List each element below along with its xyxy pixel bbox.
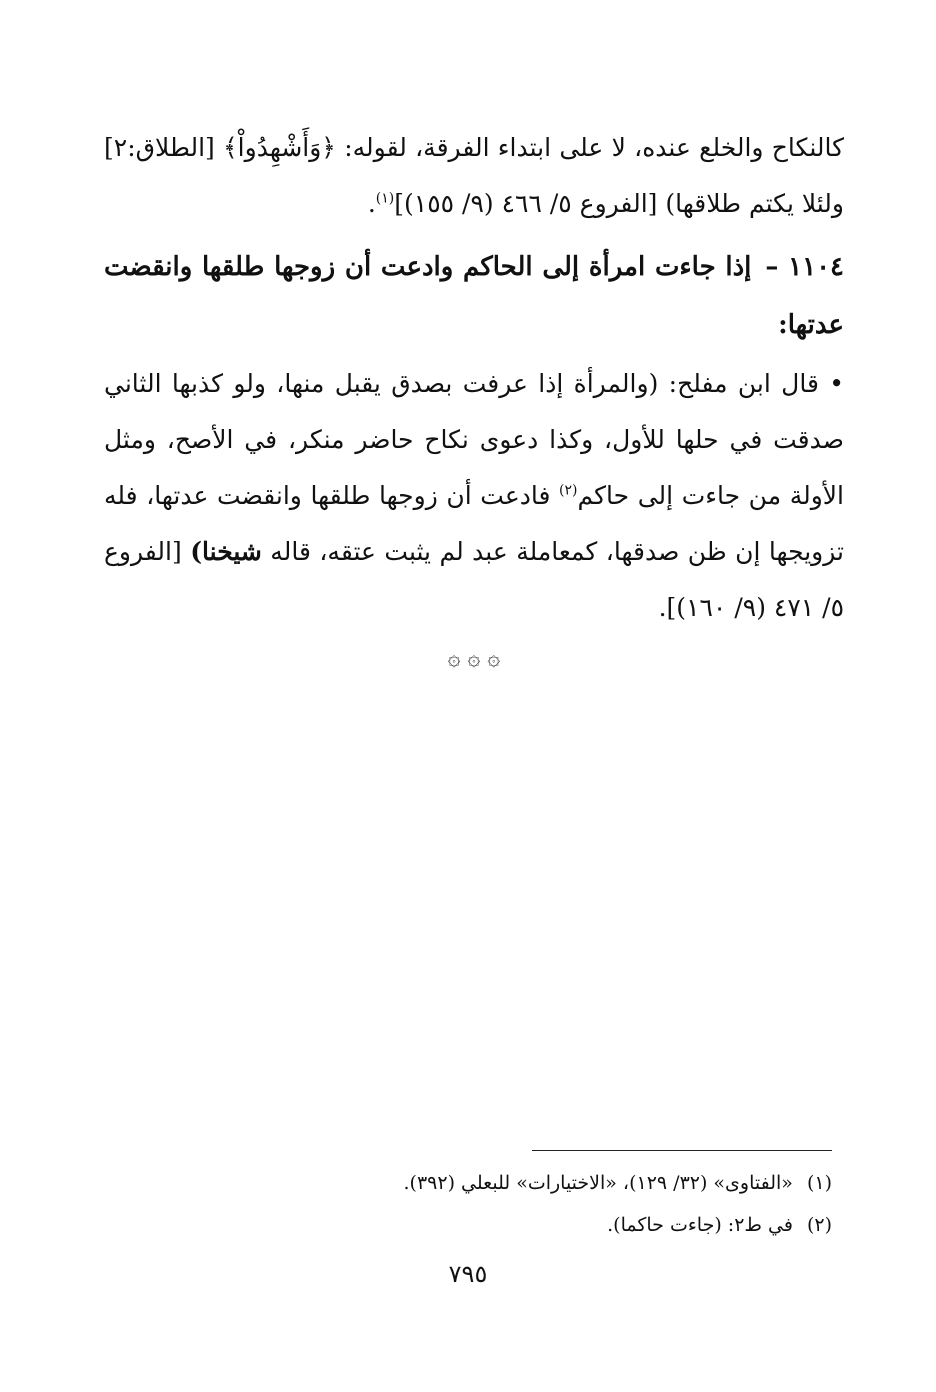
footnote-text: «الفتاوى» (٣٢/ ١٢٩)، «الاختيارات» للبعلي (٣٩٢). [403,1172,793,1194]
paragraph-main-part2: فادعت أن زوجها طلقها وانقضت عدتها، فله تزويجها إن ظن صدقها، كمعاملة عبد لم يثبت عتقه، قاله [104,481,844,566]
page-body [104,120,844,671]
paragraph-main-bold: شيخنا) [190,537,262,566]
footnote-1 [104,1162,832,1204]
paragraph-top-end: . [367,189,376,218]
footnote-2 [104,1204,832,1246]
section-title: إذا جاءت امرأة إلى الحاكم وادعت أن زوجها طلقها وانقضت عدتها: [104,252,844,340]
footnotes [104,1162,832,1246]
footnote-ref-1: (١) [375,190,395,207]
paragraph-main-part1: • قال ابن مفلح: (والمرأة إذا عرفت بصدق يقبل منها، ولو كذبها الثاني صدقت في حلها للأول، وكذا دعوى نكاح حاضر منكر، في الأصح، ومثل الأولة من جاءت إلى حاكم [104,369,844,510]
footnote-divider [532,1150,832,1151]
paragraph-main [104,356,844,636]
footnote-ref-2: (٢) [559,482,578,499]
paragraph-main-part3: [الفروع ٥/ ٤٧١ (٩/ ١٦٠)]. [104,537,844,622]
footnote-number: (١) [806,1172,832,1194]
footnote-number: (٢) [806,1214,832,1236]
section-separator: ۞ ۞ ۞ [447,646,501,671]
section-number: ١١٠٤ – [765,252,844,282]
footnote-text: في ط٢: (جاءت حاكما). [607,1214,793,1236]
paragraph-top-text: كالنكاح والخلع عنده، لا على ابتداء الفرقة، لقوله: ﴿وَأَشْهِدُواْ﴾ [الطلاق:٢] ولئلا يكتم طلاقها) [الفروع ٥/ ٤٦٦ (٩/ ١٥٥)] [104,133,844,218]
page-number: ٧٩٥ [448,1260,488,1288]
section-heading [104,238,844,354]
paragraph-top [104,120,844,232]
